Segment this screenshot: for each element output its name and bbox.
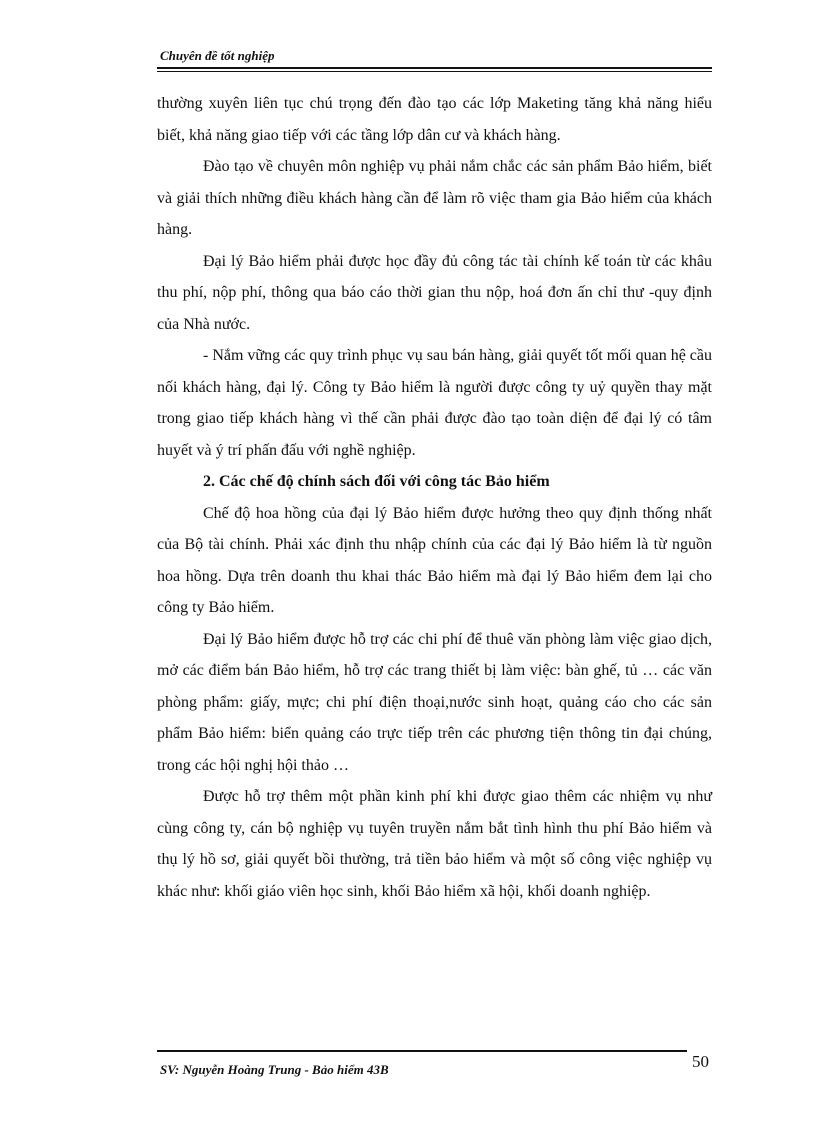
document-body [157,88,712,907]
paragraph: Đại lý Bảo hiểm phải được học đầy đủ công tác tài chính kế toán từ các khâu thu phí, nộp phí, thông qua báo cáo thời gian thu nộp, hoá đơn ấn chỉ thư -quy định của Nhà nước. [157,252,712,333]
footer-author: SV: Nguyễn Hoàng Trung - Bảo hiểm 43B [160,1062,389,1077]
paragraph: thường xuyên liên tục chú trọng đến đào tạo các lớp Maketing tăng khả năng hiểu biết, khả năng giao tiếp với các tầng lớp dân cư và khách hàng. [157,95,712,144]
paragraph: - Nắm vững các quy trình phục vụ sau bán hàng, giải quyết tốt mối quan hệ cầu nối khách hàng, đại lý. Công ty Bảo hiểm là người được công ty uỷ quyền thay mặt trong giao tiếp khách hàng vì thế cần phải được đào tạo toàn diện để đại lý có tâm huyết và ý trí phấn đấu với nghề nghiệp. [157,347,712,459]
paragraph: Đào tạo về chuyên môn nghiệp vụ phải nắm chắc các sản phẩm Bảo hiểm, biết và giải thích những điều khách hàng cần để làm rõ việc tham gia Bảo hiểm của khách hàng. [157,158,712,238]
section-heading: 2. Các chế độ chính sách đối với công tác Bảo hiểm [203,473,550,490]
footer-divider [157,1050,687,1052]
paragraph: Chế độ hoa hồng của đại lý Bảo hiểm được hưởng theo quy định thống nhất của Bộ tài chính. Phải xác định thu nhập chính của các đại lý Bảo hiểm là từ nguồn hoa hồng. Dựa trên doanh thu khai thác Bảo hiểm mà đại lý Bảo hiểm đem lại cho công ty Bảo hiểm. [157,504,712,616]
header-divider [157,67,712,69]
page-number: 50 [692,1052,709,1071]
paragraph: Đại lý Bảo hiểm được hỗ trợ các chi phí để thuê văn phòng làm việc giao dịch, mở các điểm bán Bảo hiểm, hỗ trợ các trang thiết bị làm việc: bàn ghế, tủ … các văn phòng phẩm: giấy, mực; chi phí điện thoại,nước sinh hoạt, quảng cáo cho các sản phẩm Bảo hiểm: biển quảng cáo trực tiếp trên các phương tiện thông tin đại chúng, trong các hội nghị hội thảo … [157,630,712,774]
page-header-title: Chuyên đề tốt nghiệp [160,48,275,63]
header-divider-thin [157,71,712,72]
paragraph: Được hỗ trợ thêm một phần kinh phí khi được giao thêm các nhiệm vụ như cùng công ty, cán bộ nghiệp vụ tuyên truyền nắm bắt tình hình thu phí Bảo hiểm và thụ lý hồ sơ, giải quyết bồi thường, trả tiền bảo hiểm và một số công việc nghiệp vụ khác như: khối giáo viên học sinh, khối Bảo hiểm xã hội, khối doanh nghiệp. [157,788,712,900]
